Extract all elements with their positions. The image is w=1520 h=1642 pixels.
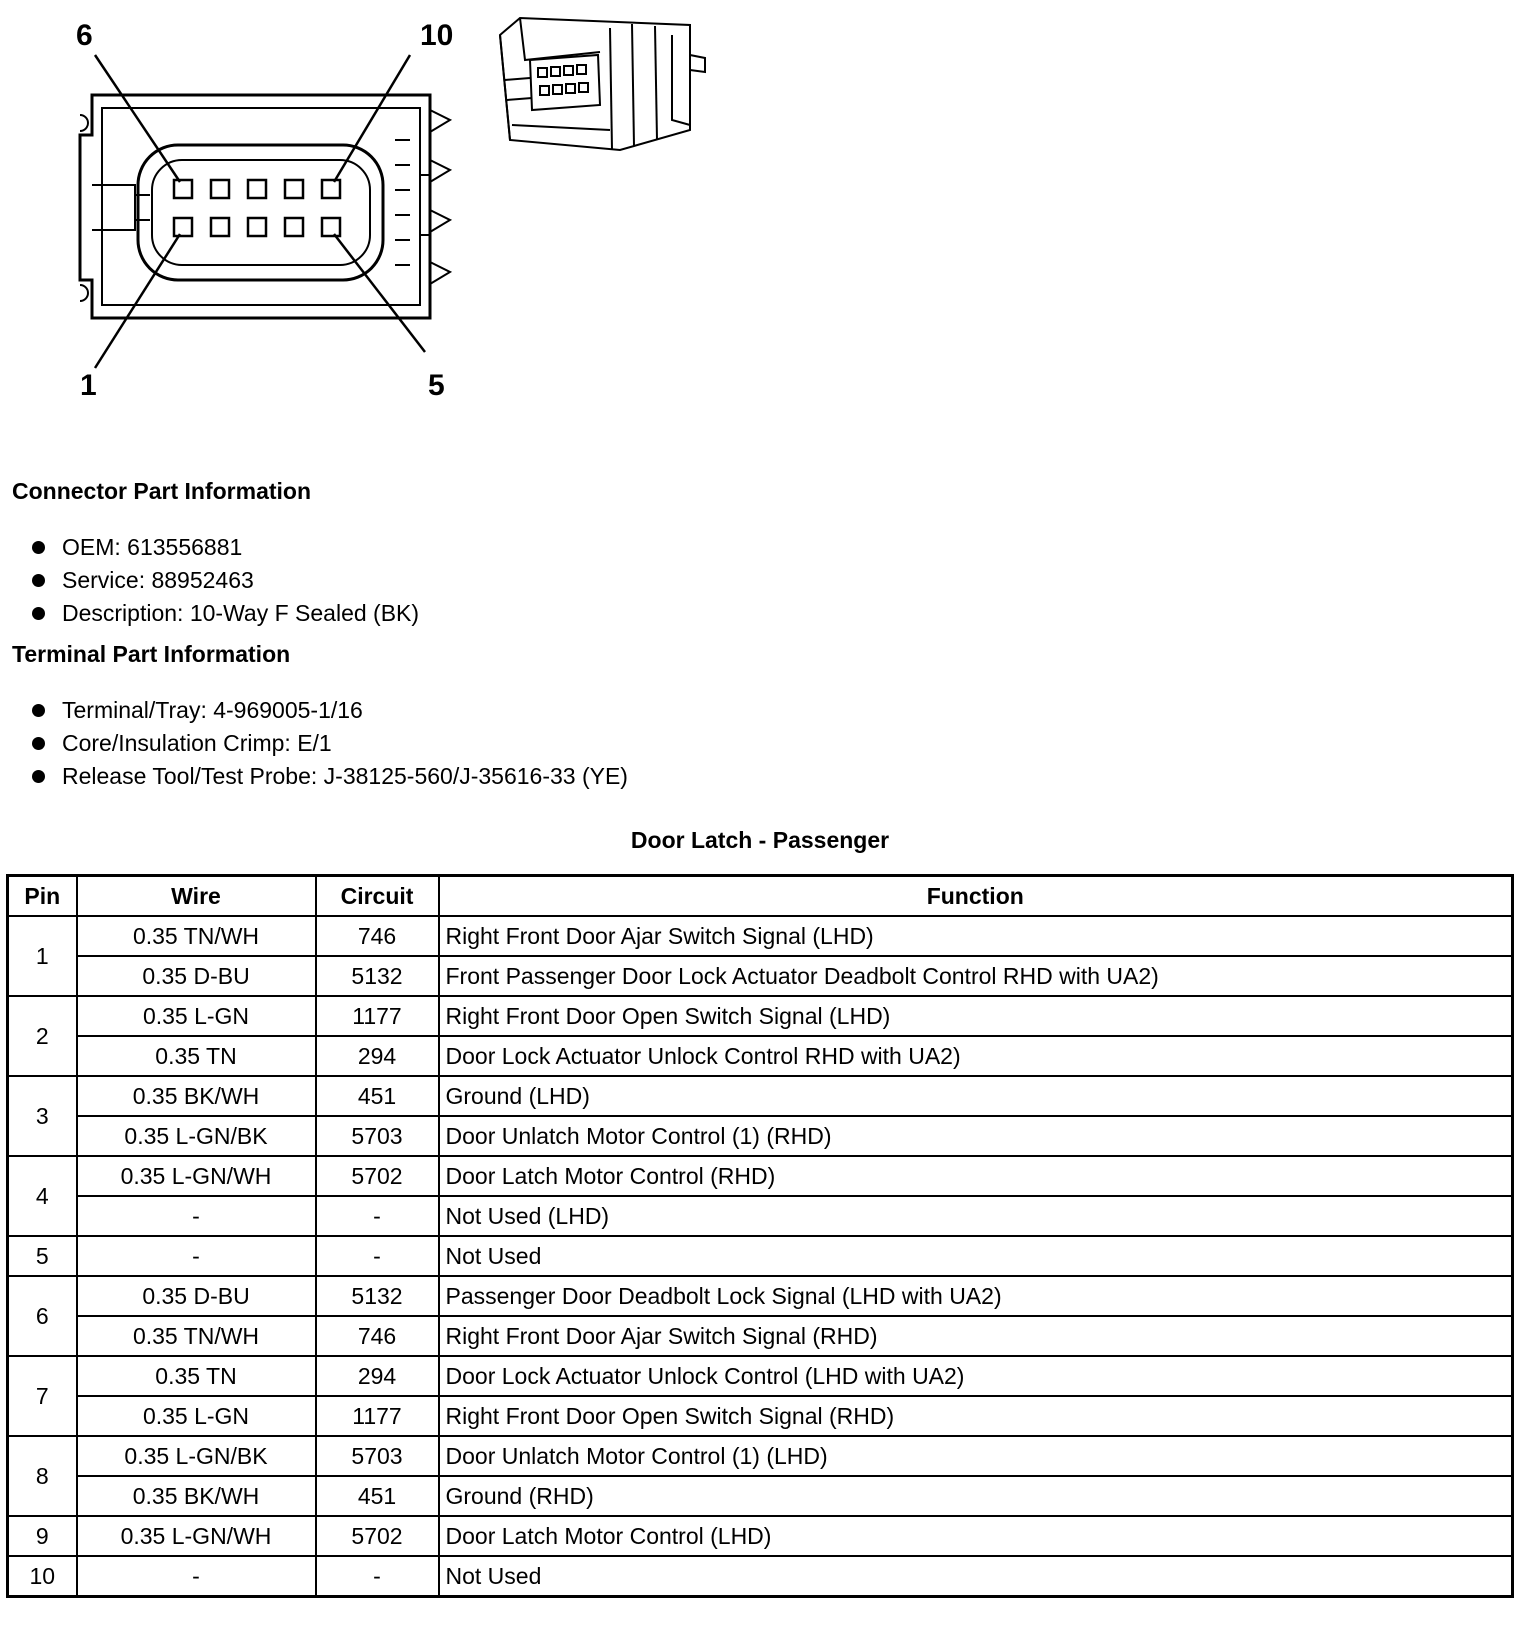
table-row (8, 956, 1513, 996)
table-row (8, 1156, 1513, 1196)
wire-cell: 0.35 TN/WH (77, 916, 316, 956)
pin-label-10: 10 (420, 19, 454, 52)
pin-cell: 3 (8, 1076, 77, 1156)
pin-label-6: 6 (76, 19, 93, 52)
pin-cell: 10 (8, 1556, 77, 1597)
pin-cell: 5 (8, 1236, 77, 1276)
table-row (8, 1516, 1513, 1556)
wire-cell: 0.35 TN (77, 1356, 316, 1396)
wire-cell: 0.35 L-GN/BK (77, 1436, 316, 1476)
circuit-cell: - (316, 1236, 439, 1276)
wire-cell: 0.35 L-GN (77, 1396, 316, 1436)
column-header-pin: Pin (8, 876, 77, 917)
table-row (8, 1396, 1513, 1436)
pin-cell: 6 (8, 1276, 77, 1356)
wire-cell: 0.35 D-BU (77, 956, 316, 996)
function-cell: Door Unlatch Motor Control (1) (RHD) (439, 1116, 1513, 1156)
function-cell: Door Latch Motor Control (LHD) (439, 1516, 1513, 1556)
pin-cell: 1 (8, 916, 77, 996)
table-row (8, 1476, 1513, 1516)
wire-cell: 0.35 L-GN/BK (77, 1116, 316, 1156)
function-cell: Right Front Door Open Switch Signal (RHD) (439, 1396, 1513, 1436)
table-row (8, 1556, 1513, 1597)
table-body (8, 916, 1513, 1597)
function-cell: Ground (RHD) (439, 1476, 1513, 1516)
table-row (8, 996, 1513, 1036)
terminal-info-heading: Terminal Part Information (12, 641, 291, 667)
list-item: Release Tool/Test Probe: J-38125-560/J-35616-33 (YE) (30, 760, 628, 793)
table-row (8, 1436, 1513, 1476)
cavity-7 (211, 180, 229, 198)
pin-label-1: 1 (80, 369, 97, 402)
circuit-cell: 746 (316, 1316, 439, 1356)
circuit-cell: 5702 (316, 1516, 439, 1556)
table-row (8, 1236, 1513, 1276)
column-header-wire: Wire (77, 876, 316, 917)
cavity-9 (285, 180, 303, 198)
circuit-cell: 294 (316, 1036, 439, 1076)
list-item: Service: 88952463 (30, 564, 419, 597)
table-row (8, 1316, 1513, 1356)
function-cell: Door Lock Actuator Unlock Control RHD with UA2) (439, 1036, 1513, 1076)
wire-cell: 0.35 L-GN (77, 996, 316, 1036)
list-item: Description: 10-Way F Sealed (BK) (30, 597, 419, 630)
connector-housing-outline (80, 95, 430, 318)
column-header-circuit: Circuit (316, 876, 439, 917)
function-cell: Right Front Door Ajar Switch Signal (RHD) (439, 1316, 1513, 1356)
cavity-5 (322, 218, 340, 236)
function-cell: Ground (LHD) (439, 1076, 1513, 1116)
table-header-row (8, 876, 1513, 917)
cavity-6 (174, 180, 192, 198)
table-row (8, 1036, 1513, 1076)
function-cell: Door Lock Actuator Unlock Control (LHD with UA2) (439, 1356, 1513, 1396)
function-cell: Door Latch Motor Control (RHD) (439, 1156, 1513, 1196)
circuit-cell: 5703 (316, 1116, 439, 1156)
terminal-info-list (30, 694, 628, 793)
pin-cell: 2 (8, 996, 77, 1076)
function-cell: Door Unlatch Motor Control (1) (LHD) (439, 1436, 1513, 1476)
cavity-4 (285, 218, 303, 236)
cavity-2 (211, 218, 229, 236)
pin-cell: 9 (8, 1516, 77, 1556)
wire-cell: 0.35 BK/WH (77, 1076, 316, 1116)
wire-cell: - (77, 1236, 316, 1276)
cavity-10 (322, 180, 340, 198)
circuit-cell: - (316, 1556, 439, 1597)
connector-diagram (0, 0, 760, 420)
pin-cell: 7 (8, 1356, 77, 1436)
circuit-cell: 5132 (316, 1276, 439, 1316)
list-item: OEM: 613556881 (30, 531, 419, 564)
circuit-cell: 1177 (316, 996, 439, 1036)
circuit-cell: 5132 (316, 956, 439, 996)
pin-label-5: 5 (428, 369, 445, 402)
function-cell: Not Used (439, 1556, 1513, 1597)
table-row (8, 1076, 1513, 1116)
connector-info-heading: Connector Part Information (12, 478, 312, 504)
wire-cell: 0.35 TN (77, 1036, 316, 1076)
pin-cell: 4 (8, 1156, 77, 1236)
circuit-cell: 5703 (316, 1436, 439, 1476)
wire-cell: - (77, 1196, 316, 1236)
wire-cell: 0.35 L-GN/WH (77, 1156, 316, 1196)
function-cell: Right Front Door Ajar Switch Signal (LHD) (439, 916, 1513, 956)
table-row (8, 1356, 1513, 1396)
pinout-table (6, 874, 1514, 1598)
wire-cell: 0.35 BK/WH (77, 1476, 316, 1516)
table-row (8, 916, 1513, 956)
circuit-cell: - (316, 1196, 439, 1236)
function-cell: Right Front Door Open Switch Signal (LHD) (439, 996, 1513, 1036)
cavity-3 (248, 218, 266, 236)
list-item: Core/Insulation Crimp: E/1 (30, 727, 628, 760)
cavity-8 (248, 180, 266, 198)
pin-cell: 8 (8, 1436, 77, 1516)
table-title: Door Latch - Passenger (630, 827, 890, 853)
circuit-cell: 5702 (316, 1156, 439, 1196)
circuit-cell: 1177 (316, 1396, 439, 1436)
table-row (8, 1196, 1513, 1236)
function-cell: Passenger Door Deadbolt Lock Signal (LHD with UA2) (439, 1276, 1513, 1316)
circuit-cell: 451 (316, 1076, 439, 1116)
wire-cell: 0.35 L-GN/WH (77, 1516, 316, 1556)
wire-cell: - (77, 1556, 316, 1597)
list-item: Terminal/Tray: 4-969005-1/16 (30, 694, 628, 727)
cavity-1 (174, 218, 192, 236)
circuit-cell: 746 (316, 916, 439, 956)
circuit-cell: 294 (316, 1356, 439, 1396)
connector-info-list (30, 531, 419, 630)
wire-cell: 0.35 D-BU (77, 1276, 316, 1316)
wire-cell: 0.35 TN/WH (77, 1316, 316, 1356)
circuit-cell: 451 (316, 1476, 439, 1516)
table-row (8, 1116, 1513, 1156)
function-cell: Not Used (439, 1236, 1513, 1276)
function-cell: Not Used (LHD) (439, 1196, 1513, 1236)
table-row (8, 1276, 1513, 1316)
column-header-function: Function (439, 876, 1513, 917)
function-cell: Front Passenger Door Lock Actuator Deadbolt Control RHD with UA2) (439, 956, 1513, 996)
connector-isometric-view (500, 18, 705, 150)
